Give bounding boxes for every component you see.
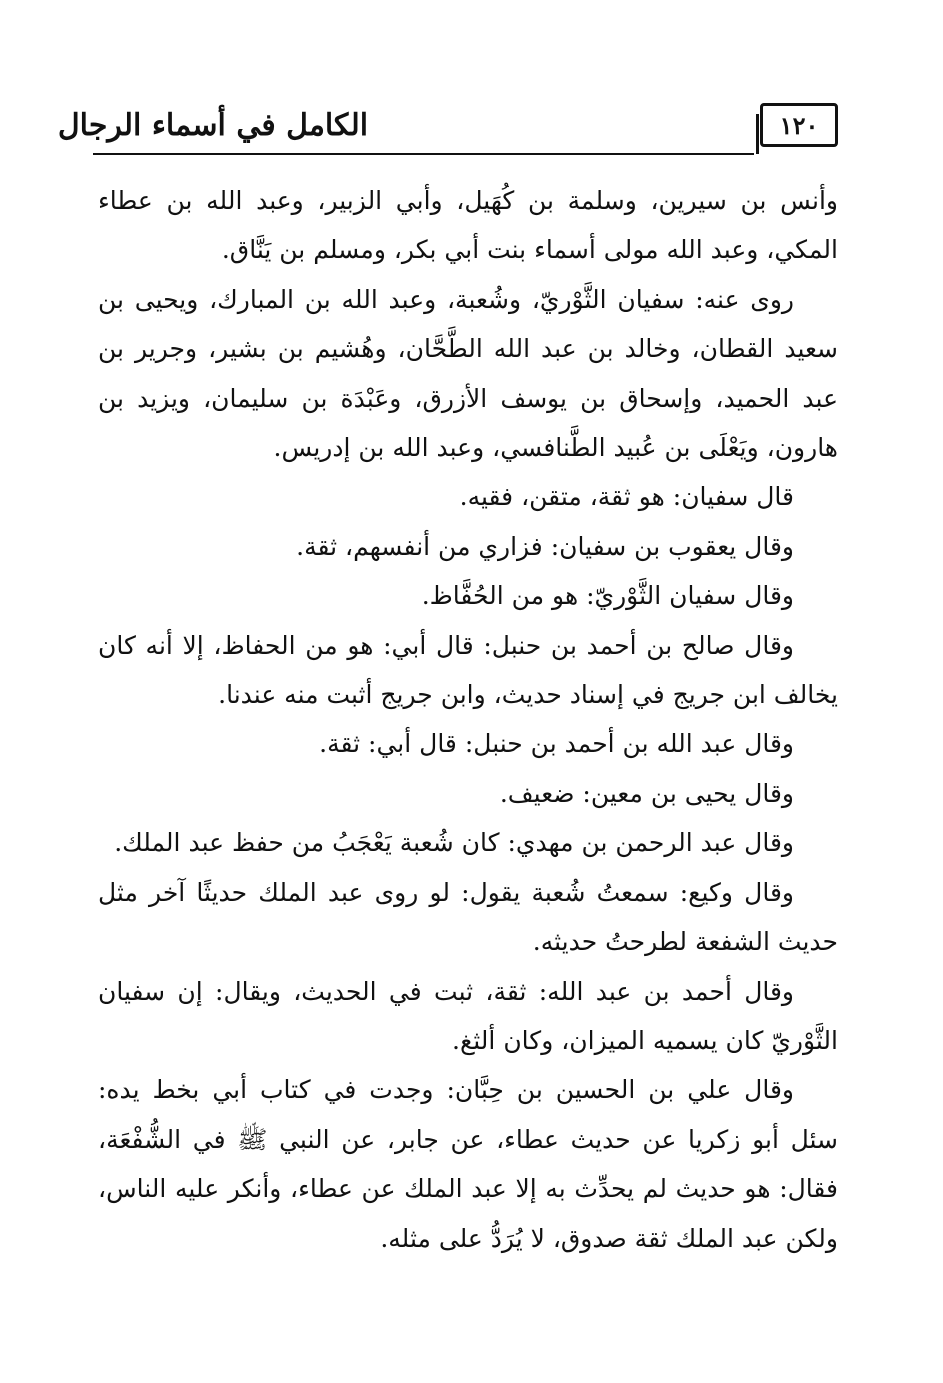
paragraph-11: وقال أحمد بن عبد الله: ثقة، ثبت في الحديث، ويقال: إن سفيان الثَّوْريّ كان يسميه الميزان، وكان ألثغ.	[98, 976, 838, 1055]
paragraph-2: روى عنه: سفيان الثَّوْريّ، وشُعبة، وعبد الله بن المبارك، ويحيى بن سعيد القطان، وخالد بن عبد الله الطَّحَّان، وهُشيم بن بشير، وجرير بن عبد الحميد، وإسحاق بن يوسف الأزرق، وعَبْدَة بن سليمان، ويزيد بن هارون، ويَعْلَى بن عُبيد الطَّنافسي، وعبد الله بن إدريس.	[98, 284, 838, 463]
paragraph-4: وقال يعقوب بن سفيان: فزاري من أنفسهم، ثقة.	[296, 531, 794, 561]
page-header	[57, 95, 838, 157]
page-body	[98, 176, 838, 1326]
paragraph-9: وقال عبد الرحمن بن مهدي: كان شُعبة يَعْجَبُ من حفظ عبد الملك.	[114, 828, 794, 858]
running-title: الكامل في أسماء الرجال	[57, 107, 369, 143]
paragraph-12: وقال علي بن الحسين بن حِبَّان: وجدت في كتاب أبي بخط يده: سئل أبو زكريا عن حديث عطاء، عن جابر، عن النبي ﷺ في الشُّفْعَة، فقال: هو حديث لم يحدِّث به إلا عبد الملك عن عطاء، وأنكر عليه الناس، ولكن عبد الملك ثقة صدوق، لا يُرَدُّ على مثله.	[98, 1075, 838, 1253]
paragraph-7: وقال عبد الله بن أحمد بن حنبل: قال أبي: ثقة.	[319, 729, 794, 759]
paragraph-3: قال سفيان: هو ثقة، متقن، فقيه.	[459, 482, 794, 512]
paragraph-5: وقال سفيان الثَّوْريّ: هو من الحُفَّاظ.	[421, 581, 794, 611]
paragraph-8: وقال يحيى بن معين: ضعيف.	[499, 778, 794, 808]
header-rule	[93, 153, 754, 155]
paragraph-1: وأنس بن سيرين، وسلمة بن كُهَيل، وأبي الزبير، وعبد الله بن عطاء المكي، وعبد الله مولى أسماء بنت أبي بكر، ومسلم بن يَنَّاق.	[98, 186, 838, 265]
paragraph-6: وقال صالح بن أحمد بن حنبل: قال أبي: هو من الحفاظ، إلا أنه كان يخالف ابن جريج في إسناد حديث، وابن جريج أثبت منه عندنا.	[98, 630, 838, 710]
page-number: ١٢٠	[760, 103, 838, 147]
paragraph-10: وقال وكيع: سمعتُ شُعبة يقول: لو روى عبد الملك حديثًا آخر مثل حديث الشفعة لطرحتُ حديثه.	[98, 877, 838, 957]
